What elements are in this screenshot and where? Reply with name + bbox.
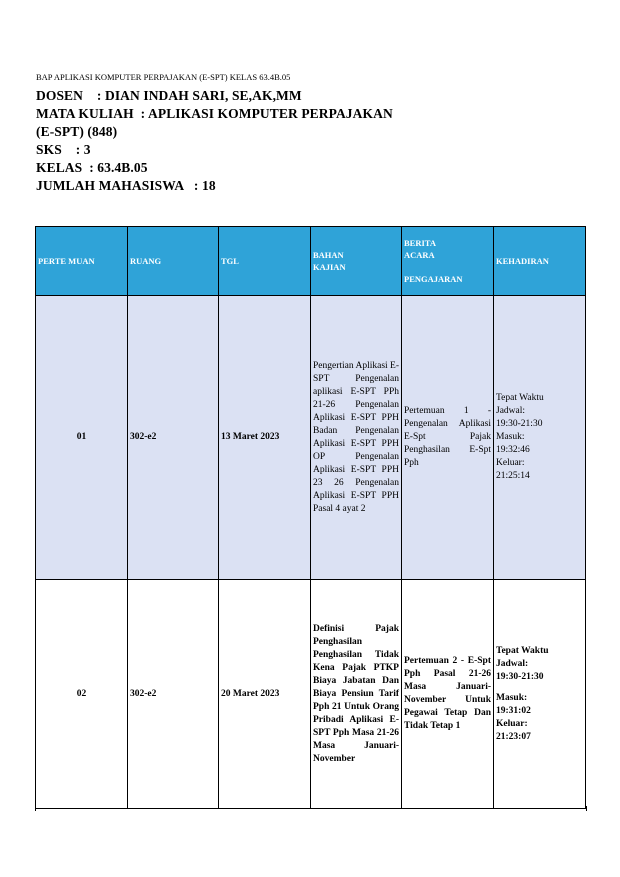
kehadiran-masuk-value: 19:32:46	[496, 445, 530, 455]
kehadiran-keluar-value: 21:23:07	[496, 731, 531, 742]
cell-berita-acara: Pertemuan 2 - E-Spt Pph Pasal 21-26 Masa Januari-November Untuk Pegawai Tetap Dan Tidak Tetap 1	[402, 580, 494, 809]
document-small-title: BAP APLIKASI KOMPUTER PERPAJAKAN (E-SPT) KELAS 63.4B.05	[36, 72, 291, 82]
cell-bahan-kajian: Definisi Pajak Penghasilan Penghasilan Tidak Kena Pajak PTKP Biaya Jabatan Dan Biaya Pensiun Tarif Pph 21 Untuk Orang Pribadi Aplikasi E-SPT Pph Masa 21-26 Masa Januari-November	[311, 580, 402, 809]
column-header-pengajaran: PENGAJARAN	[404, 274, 463, 284]
mata-kuliah-line: MATA KULIAH : APLIKASI KOMPUTER PERPAJAKAN	[36, 106, 393, 121]
mata-kuliah-continued-line: (E-SPT) (848)	[36, 124, 118, 139]
dosen-line: DOSEN : DIAN INDAH SARI, SE,AK,MM	[36, 88, 302, 103]
kehadiran-masuk-label: Masuk:	[496, 692, 528, 703]
table-row	[36, 580, 586, 809]
cell-kehadiran	[494, 296, 586, 580]
document-header	[36, 72, 596, 195]
kehadiran-status: Tepat Waktu	[496, 393, 544, 403]
kehadiran-jadwal-value: 19:30-21:30	[496, 419, 543, 429]
table-row	[36, 296, 586, 580]
column-header-kajian: KAJIAN	[313, 262, 346, 272]
attendance-table	[35, 226, 586, 809]
column-header-berita: BERITA	[404, 238, 436, 248]
cell-berita-acara: Pertemuan 1 - Pengenalan Aplikasi E-Spt Pajak Penghasilan E-Spt Pph	[402, 296, 494, 580]
column-header-ruang: RUANG	[128, 227, 219, 296]
kelas-line: KELAS : 63.4B.05	[36, 160, 148, 175]
cell-pertemuan: 02	[36, 580, 128, 809]
cell-tgl: 20 Maret 2023	[219, 580, 311, 809]
column-header-tgl: TGL	[219, 227, 311, 296]
sks-line: SKS : 3	[36, 142, 91, 157]
cell-tgl: 13 Maret 2023	[219, 296, 311, 580]
kehadiran-jadwal-label: Jadwal:	[496, 406, 526, 416]
column-header-acara: ACARA	[404, 250, 435, 260]
table-continuation-edge	[35, 806, 587, 811]
kehadiran-keluar-label: Keluar:	[496, 718, 528, 729]
kehadiran-jadwal-value: 19:30-21:30	[496, 671, 544, 682]
column-header-berita-acara	[402, 227, 494, 296]
column-header-kehadiran: KEHADIRAN	[494, 227, 586, 296]
cell-bahan-kajian: Pengertian Aplikasi E-SPT Pengenalan aplikasi E-SPT PPh 21-26 Pengenalan Aplikasi E-SPT PPH Badan Pengenalan Aplikasi E-SPT PPH OP Pengenalan Aplikasi E-SPT PPH 23 26 Pengenalan Aplikasi E-SPT PPH Pasal 4 ayat 2	[311, 296, 402, 580]
cell-ruang: 302-e2	[128, 296, 219, 580]
kehadiran-status: Tepat Waktu	[496, 645, 549, 656]
column-header-pertemuan: PERTE MUAN	[36, 227, 128, 296]
cell-pertemuan: 01	[36, 296, 128, 580]
column-header-bahan-kajian	[311, 227, 402, 296]
kehadiran-masuk-label: Masuk:	[496, 432, 525, 442]
column-header-bahan: BAHAN	[313, 250, 344, 260]
table-header-row	[36, 227, 586, 296]
cell-ruang: 302-e2	[128, 580, 219, 809]
jumlah-mahasiswa-line: JUMLAH MAHASISWA : 18	[36, 178, 216, 193]
cell-kehadiran	[494, 580, 586, 809]
kehadiran-keluar-label: Keluar:	[496, 458, 525, 468]
kehadiran-keluar-value: 21:25:14	[496, 471, 530, 481]
kehadiran-masuk-value: 19:31:02	[496, 705, 531, 716]
kehadiran-jadwal-label: Jadwal:	[496, 658, 529, 669]
